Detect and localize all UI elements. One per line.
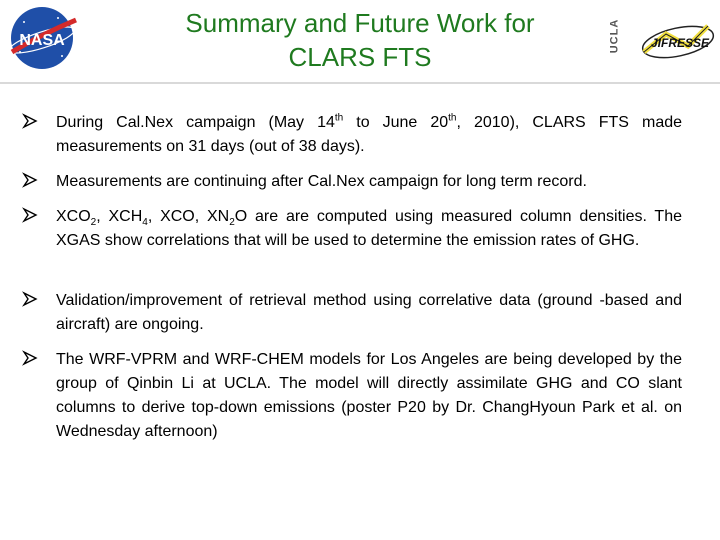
superscript: th [448,112,457,124]
bullet-text [56,205,682,253]
nasa-logo [2,4,82,72]
arrow-bullet-icon [22,207,38,223]
title-line-2: CLARS FTS [288,42,432,72]
bullet-text-part: to June 20 [343,114,449,131]
arrow-bullet-icon [22,291,38,307]
bullet-text: Measurements are continuing after Cal.Nex campaign for long term record. [56,173,587,190]
subscript: 4 [142,217,148,229]
superscript: th [334,112,344,124]
arrow-bullet-icon [22,350,38,366]
page-title [150,6,570,74]
subscript: 2 [90,217,97,229]
bullet-text-part: , 2010), CLARS FTS made measurements on 31 days (out of 38 days). [56,114,683,155]
jifresse-logo [632,12,718,68]
title-line-1: Summary and Future Work for [185,8,535,38]
bullet-text-part: O are are computed using measured column densities. The XGAS show correlations that will be used to determine the emission rates of GHG. [56,208,682,249]
bullet-text-part: , XCO, XN [147,208,230,225]
bullet-text: The WRF-VPRM and WRF-CHEM models for Los Angeles are being developed by the group of Qinbin Li at UCLA. The model will directly assimilate GHG and CO slant columns to derive top-down emissions (poster P20 by Dr. ChangHyoun Park et al. on Wednesday afternoon) [56,351,682,440]
nasa-logo-text: NASA [19,32,65,49]
arrow-bullet-icon [22,172,38,188]
ucla-label [604,6,624,66]
ucla-text: UCLA [608,18,620,54]
bullet-text-part: , XCH [96,208,143,225]
bullet-text: Validation/improvement of retrieval method using correlative data (ground -based and aircraft) are ongoing. [56,292,682,333]
header-divider [0,82,720,84]
jifresse-logo-text: JIFRESSE [650,36,710,50]
bullet-text-part: During Cal.Nex campaign (May 14 [56,114,335,131]
bullet-text [56,111,682,159]
bullet-text-part: XCO [56,208,91,225]
arrow-bullet-icon [22,113,38,129]
subscript: 2 [229,217,235,229]
